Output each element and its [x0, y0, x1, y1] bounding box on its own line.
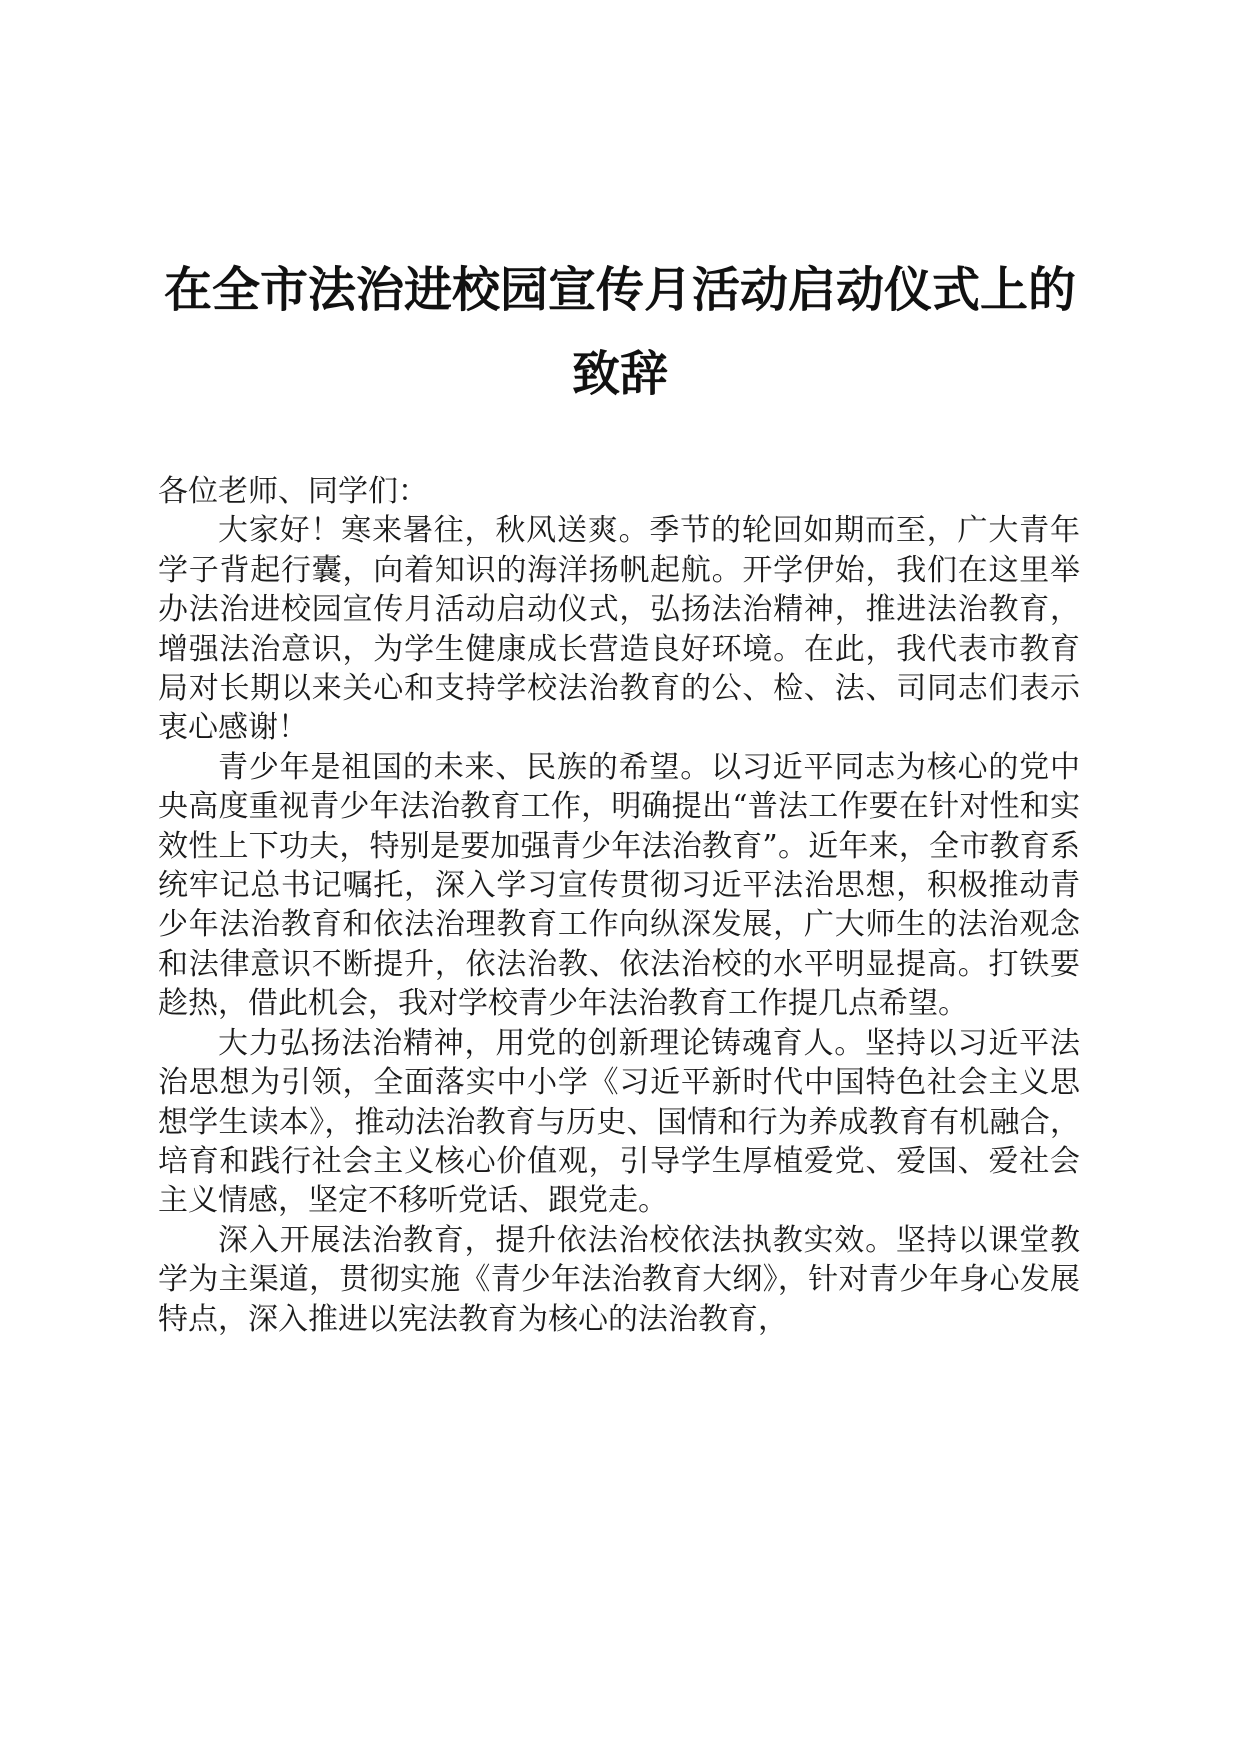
paragraph-1: 大家好！寒来暑往，秋风送爽。季节的轮回如期而至，广大青年学子背起行囊，向着知识的海洋扬帆起航。开学伊始，我们在这里举办法治进校园宣传月活动启动仪式，弘扬法治精神，推进法治教育，增强法治意识，为学生健康成长营造良好环境。在此，我代表市教育局对长期以来关心和支持学校法治教育的公、检、法、司同志们表示衷心感谢！: [158, 513, 1080, 746]
salutation: 各位老师、同学们：: [158, 474, 428, 509]
paragraph-2: 青少年是祖国的未来、民族的希望。以习近平同志为核心的党中央高度重视青少年法治教育工作，明确提出“普法工作要在针对性和实效性上下功夫，特别是要加强青少年法治教育”。近年来，全市教育系统牢记总书记嘱托，深入学习宣传贯彻习近平法治思想，积极推动青少年法治教育和依法治理教育工作向纵深发展，广大师生的法治观念和法律意识不断提升，依法治教、依法治校的水平明显提高。打铁要趁热，借此机会，我对学校青少年法治教育工作提几点希望。: [158, 749, 1080, 1022]
paragraph-4: 深入开展法治教育，提升依法治校依法执教实效。坚持以课堂教学为主渠道，贯彻实施《青少年法治教育大纲》，针对青少年身心发展特点，深入推进以宪法教育为核心的法治教育，: [158, 1222, 1080, 1337]
document-body: [158, 472, 1080, 1339]
document-title: 在全市法治进校园宣传月活动启动仪式上的致辞: [163, 262, 1076, 402]
paragraph-3: 大力弘扬法治精神，用党的创新理论铸魂育人。坚持以习近平法治思想为引领，全面落实中小学《习近平新时代中国特色社会主义思想学生读本》，推动法治教育与历史、国情和行为养成教育有机融合，培育和践行社会主义核心价值观，引导学生厚植爱党、爱国、爱社会主义情感，坚定不移听党话、跟党走。: [158, 1025, 1080, 1219]
